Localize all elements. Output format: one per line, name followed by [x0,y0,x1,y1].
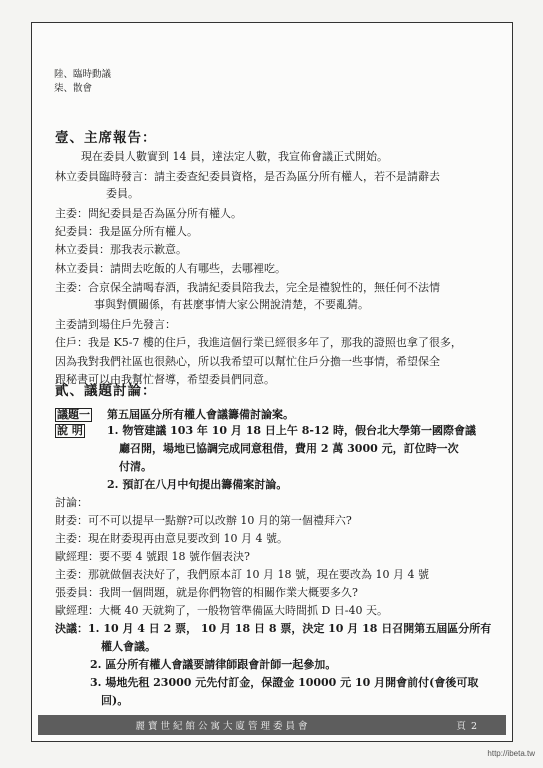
explain-line-2: 廳召開，場地已協調完成同意租借，費用 2 萬 3000 元，訂位時一次 [119,442,459,455]
footer-org-name: 麗寶世紀館公寓大廈管理委員會 [135,721,311,732]
chair-line-4: 主委：問紀委員是否為區分所有權人。 [55,207,242,220]
chair-report-heading: 壹、主席報告： [55,130,157,146]
chair-line-11: 住戶：我是 K5-7 樓的住戶，我進這個行業已經很多年了，那我的證照也拿了很多， [55,336,462,349]
topic-text: 第五屆區分所有權人會議籌備討論案。 [107,408,294,421]
discussion-line-4: 主委：那就做個表決好了，我們原本訂 10 月 18 號，現在要改為 10 月 4 號 [55,568,429,581]
explain-line-1: 1. 物管建議 103 年 10 月 18 日上午 8-12 時，假台北大學第一國際會議 [107,424,477,437]
discussion-line-6: 歐經理：大概 40 天就夠了，一般物管準備區大時間抓 D 日-40 天。 [55,604,389,617]
resolution-line-4: 3. 場地先租 23000 元先付訂金，保證金 10000 元 10 月開會前付(會後可取 [90,676,479,689]
explain-line-4: 2. 預訂在八月中旬提出籌備案討論。 [107,478,288,491]
watermark: http://ibeta.tw [487,749,535,758]
chair-line-6: 林立委員：那我表示歉意。 [55,243,187,256]
discussion-line-3: 歐經理：要不要 4 號跟 18 號作個表決? [55,550,250,563]
discussion-heading: 貳、議題討論： [55,383,157,399]
chair-line-5: 紀委員：我是區分所有權人。 [55,225,198,238]
resolution-line-1: 決議：1. 10 月 4 日 2 票， 10 月 18 日 8 票，決定 10 月 18 日召開第五屆區分所有 [55,622,492,635]
page-footer [38,715,506,735]
agenda-item-7: 陸、臨時動議 [54,69,112,80]
discussion-line-1: 財委：可不可以提早一點辦?可以改辦 10 月的第一個禮拜六? [55,514,352,527]
chair-line-9: 事與對價關係，有甚麼事情大家公開說清楚，不要亂猜。 [94,298,369,311]
chair-line-7: 林立委員：請問去吃飯的人有哪些，去哪裡吃。 [55,262,286,275]
chair-line-10: 主委請到場住戶先發言： [55,318,176,331]
explain-line-3: 付清。 [119,460,152,473]
footer-page-number: 頁 2 [456,721,478,732]
chair-line-8: 主委：合京保全請喝春酒，我請紀委員陪我去，完全是禮貌性的，無任何不法情 [55,281,440,294]
discussion-line-5: 張委員：我問一個問題，就是你們物管的相關作業大概要多久? [55,586,358,599]
resolution-line-3: 2. 區分所有權人會議要請律師跟會計師一起參加。 [90,658,337,671]
explain-label-box: 說 明 [57,424,83,437]
explain-label [55,424,85,438]
resolution-line-5: 回)。 [101,694,129,707]
chair-line-2: 林立委員臨時發言：請主委查紀委員資格，是否為區分所有權人，若不是請辭去 [55,170,440,183]
chair-line-3: 委員。 [106,187,139,200]
discussion-line-2: 主委：現在財委現再由意見要改到 10 月 4 號。 [55,532,288,545]
chair-line-12: 因為我對我們社區也很熱心，所以我希望可以幫忙住戶分擔一些事情，希望保全 [55,355,440,368]
chair-line-1: 現在委員人數實到 14 員，達法定人數，我宣佈會議正式開始。 [81,150,388,163]
agenda-item-8: 柒、散會 [54,83,93,94]
discussion-label: 討論： [55,496,88,509]
topic-label [55,408,92,422]
topic-label-box: 議題一 [57,408,90,421]
chair-line-13: 跟秘書可以由我幫忙督導，希望委員們同意。 [55,373,275,386]
resolution-line-2: 權人會議。 [101,640,156,653]
